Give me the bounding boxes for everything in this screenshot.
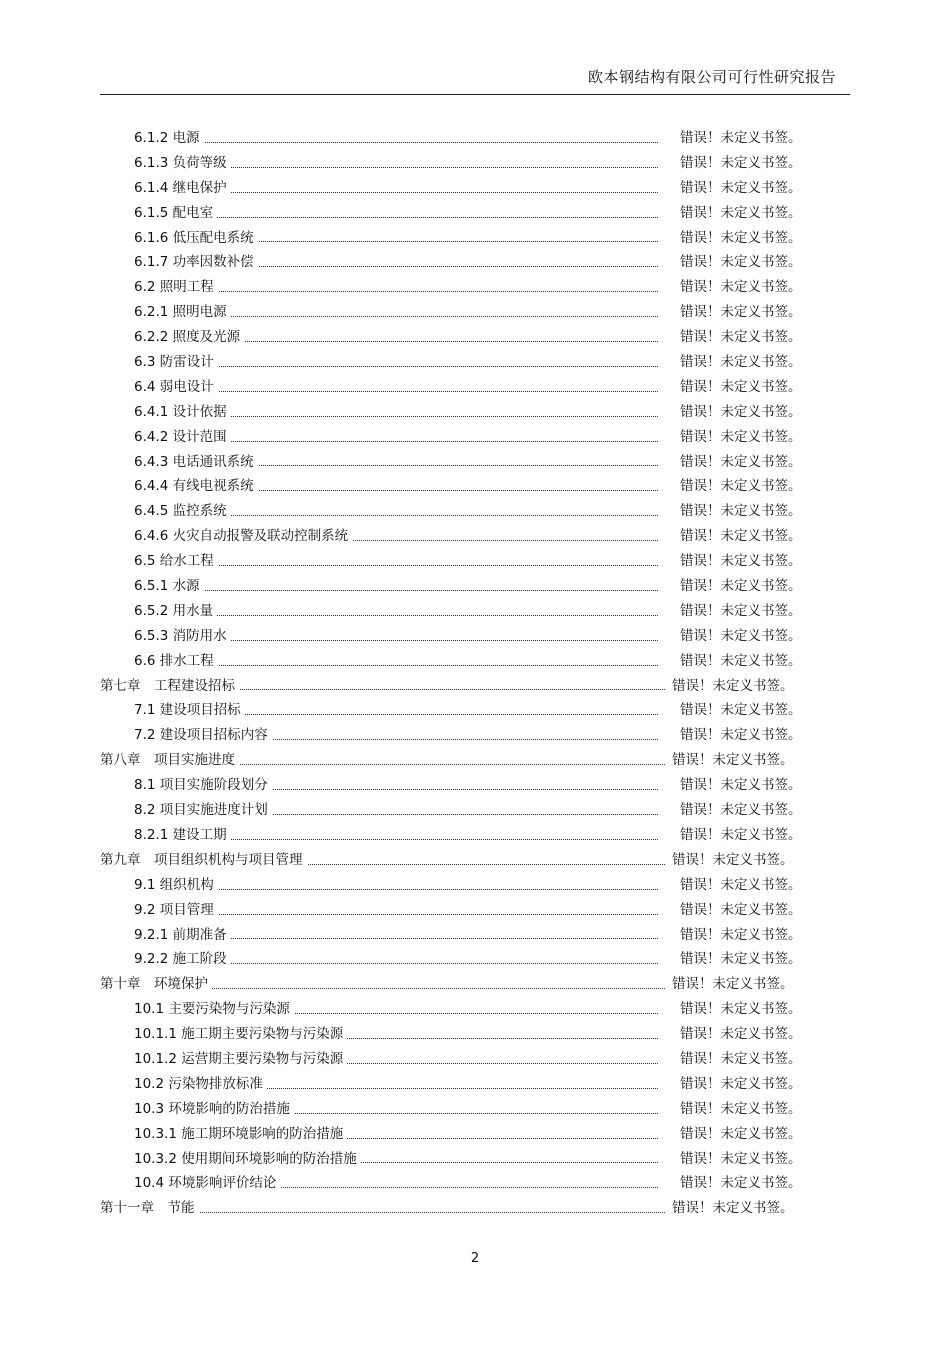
toc-entry-page-ref: 错误！未定义书签。 — [680, 304, 802, 321]
toc-entry-page-ref: 错误！未定义书签。 — [680, 578, 802, 595]
toc-entry-page-ref: 错误！未定义书签。 — [672, 1200, 794, 1217]
toc-entry-page-ref: 错误！未定义书签。 — [680, 354, 802, 371]
toc-entry-page-ref: 错误！未定义书签。 — [680, 1001, 802, 1018]
page-number: 2 — [470, 1251, 480, 1266]
toc-section-entry[interactable] — [0, 126, 950, 151]
toc-entry-page-ref: 错误！未定义书签。 — [680, 1026, 802, 1043]
toc-entry-page-ref: 错误！未定义书签。 — [680, 403, 802, 420]
toc-entry-page-ref: 错误！未定义书签。 — [680, 428, 802, 445]
toc-section-entry[interactable] — [0, 1022, 950, 1047]
toc-entry-page-ref: 错误！未定义书签。 — [680, 727, 802, 744]
toc-entry-label: 10.3 环境影响的防治措施 — [134, 1097, 294, 1122]
toc-section-entry[interactable] — [0, 201, 950, 226]
toc-section-entry[interactable] — [0, 649, 950, 674]
toc-entry-label: 6.2.1 照明电源 — [134, 300, 231, 325]
toc-chapter-entry[interactable] — [0, 1196, 950, 1221]
toc-section-entry[interactable] — [0, 723, 950, 748]
report-title: 欧本钢结构有限公司可行性研究报告 — [587, 68, 836, 86]
toc-entry-page-ref: 错误！未定义书签。 — [680, 602, 802, 619]
toc-entry-page-ref: 错误！未定义书签。 — [680, 329, 802, 346]
toc-section-entry[interactable] — [0, 873, 950, 898]
toc-section-entry[interactable] — [0, 524, 950, 549]
toc-section-entry[interactable] — [0, 1097, 950, 1122]
toc-entry-label: 6.1.4 继电保护 — [134, 176, 231, 201]
toc-entry-page-ref: 错误！未定义书签。 — [680, 154, 802, 171]
toc-entry-page-ref: 错误！未定义书签。 — [680, 378, 802, 395]
toc-entry-label: 10.2 污染物排放标准 — [134, 1072, 267, 1097]
toc-section-entry[interactable] — [0, 474, 950, 499]
toc-entry-page-ref: 错误！未定义书签。 — [680, 901, 802, 918]
toc-entry-label: 6.2.2 照度及光源 — [134, 325, 244, 350]
toc-entry-label: 6.3 防雷设计 — [134, 350, 218, 375]
page-header — [100, 66, 850, 95]
toc-entry-page-ref: 错误！未定义书签。 — [672, 976, 794, 993]
toc-entry-label: 第十一章 节能 — [100, 1196, 199, 1221]
toc-entry-page-ref: 错误！未定义书签。 — [680, 652, 802, 669]
toc-entry-page-ref: 错误！未定义书签。 — [680, 528, 802, 545]
toc-entry-page-ref: 错误！未定义书签。 — [680, 229, 802, 246]
toc-entry-page-ref: 错误！未定义书签。 — [680, 1175, 802, 1192]
toc-entry-page-ref: 错误！未定义书签。 — [680, 702, 802, 719]
toc-entry-page-ref: 错误！未定义书签。 — [680, 951, 802, 968]
toc-section-entry[interactable] — [0, 425, 950, 450]
toc-entry-label: 第十章 环境保护 — [100, 972, 212, 997]
toc-section-entry[interactable] — [0, 1171, 950, 1196]
toc-entry-label: 6.4.1 设计依据 — [134, 400, 231, 425]
toc-entry-label: 9.2.2 施工阶段 — [134, 947, 231, 972]
toc-section-entry[interactable] — [0, 549, 950, 574]
toc-section-entry[interactable] — [0, 898, 950, 923]
toc-section-entry[interactable] — [0, 1147, 950, 1172]
toc-section-entry[interactable] — [0, 325, 950, 350]
toc-entry-page-ref: 错误！未定义书签。 — [672, 677, 794, 694]
toc-entry-label: 6.4.5 监控系统 — [134, 499, 231, 524]
toc-section-entry[interactable] — [0, 574, 950, 599]
toc-entry-page-ref: 错误！未定义书签。 — [680, 1100, 802, 1117]
toc-entry-page-ref: 错误！未定义书签。 — [680, 254, 802, 271]
toc-section-entry[interactable] — [0, 923, 950, 948]
toc-entry-page-ref: 错误！未定义书签。 — [680, 130, 802, 146]
toc-section-entry[interactable] — [0, 773, 950, 798]
toc-entry-label: 10.1 主要污染物与污染源 — [134, 997, 294, 1022]
toc-entry-label: 6.1.2 电源 — [134, 126, 204, 151]
toc-entry-page-ref: 错误！未定义书签。 — [680, 876, 802, 893]
toc-entry-page-ref: 错误！未定义书签。 — [680, 777, 802, 794]
toc-entry-label: 6.1.6 低压配电系统 — [134, 226, 258, 251]
toc-entry-label: 10.1.1 施工期主要污染物与污染源 — [134, 1022, 347, 1047]
toc-section-entry[interactable] — [0, 624, 950, 649]
toc-entry-label: 9.2.1 前期准备 — [134, 923, 231, 948]
toc-entry-label: 第七章 工程建设招标 — [100, 674, 239, 699]
toc-entry-page-ref: 错误！未定义书签。 — [680, 1050, 802, 1067]
toc-entry-label: 6.5.2 用水量 — [134, 599, 217, 624]
toc-chapter-entry[interactable] — [0, 848, 950, 873]
toc-entry-page-ref: 错误！未定义书签。 — [680, 926, 802, 943]
toc-entry-label: 10.3.2 使用期间环境影响的防治措施 — [134, 1147, 361, 1172]
toc-entry-label: 10.1.2 运营期主要污染物与污染源 — [134, 1047, 347, 1072]
toc-entry-page-ref: 错误！未定义书签。 — [680, 179, 802, 196]
toc-entry-page-ref: 错误！未定义书签。 — [680, 1075, 802, 1092]
toc-entry-label: 7.2 建设项目招标内容 — [134, 723, 272, 748]
toc-entry-label: 10.3.1 施工期环境影响的防治措施 — [134, 1122, 347, 1147]
toc-entry-label: 9.1 组织机构 — [134, 873, 218, 898]
toc-section-entry[interactable] — [0, 151, 950, 176]
toc-entry-label: 6.5.1 水源 — [134, 574, 204, 599]
toc-entry-page-ref: 错误！未定义书签。 — [680, 279, 802, 296]
dot-leader — [134, 574, 658, 599]
toc-entry-page-ref: 错误！未定义书签。 — [680, 478, 802, 495]
toc-entry-label: 6.6 排水工程 — [134, 649, 218, 674]
toc-section-entry[interactable] — [0, 823, 950, 848]
toc-section-entry[interactable] — [0, 698, 950, 723]
toc-section-entry[interactable] — [0, 275, 950, 300]
toc-entry-label: 6.4.6 火灾自动报警及联动控制系统 — [134, 524, 352, 549]
toc-entry-page-ref: 错误！未定义书签。 — [680, 802, 802, 819]
dot-leader — [134, 126, 658, 151]
toc-section-entry[interactable] — [0, 499, 950, 524]
toc-entry-label: 7.1 建设项目招标 — [134, 698, 245, 723]
toc-entry-page-ref: 错误！未定义书签。 — [680, 826, 802, 843]
toc-entry-label: 6.5.3 消防用水 — [134, 624, 231, 649]
toc-section-entry[interactable] — [0, 375, 950, 400]
toc-section-entry[interactable] — [0, 226, 950, 251]
toc-section-entry[interactable] — [0, 1122, 950, 1147]
toc-entry-label: 6.4.2 设计范围 — [134, 425, 231, 450]
toc-section-entry[interactable] — [0, 997, 950, 1022]
toc-entry-label: 6.1.5 配电室 — [134, 201, 217, 226]
toc-entry-label: 10.4 环境影响评价结论 — [134, 1171, 280, 1196]
toc-entry-label: 6.5 给水工程 — [134, 549, 218, 574]
toc-entry-page-ref: 错误！未定义书签。 — [680, 1125, 802, 1142]
toc-section-entry[interactable] — [0, 176, 950, 201]
toc-entry-page-ref: 错误！未定义书签。 — [680, 553, 802, 570]
toc-entry-label: 6.4.4 有线电视系统 — [134, 474, 258, 499]
toc-chapter-entry[interactable] — [0, 972, 950, 997]
toc-entry-page-ref: 错误！未定义书签。 — [680, 1150, 802, 1167]
toc-section-entry[interactable] — [0, 350, 950, 375]
toc-entry-label: 9.2 项目管理 — [134, 898, 218, 923]
toc-section-entry[interactable] — [0, 599, 950, 624]
toc-entry-label: 6.4.3 电话通讯系统 — [134, 450, 258, 475]
toc-entry-page-ref: 错误！未定义书签。 — [680, 627, 802, 644]
toc-section-entry[interactable] — [0, 1047, 950, 1072]
toc-section-entry[interactable] — [0, 250, 950, 275]
table-of-contents — [0, 126, 950, 1221]
toc-entry-label: 6.4 弱电设计 — [134, 375, 218, 400]
toc-entry-label: 第八章 项目实施进度 — [100, 748, 239, 773]
toc-section-entry[interactable] — [0, 947, 950, 972]
toc-entry-label: 8.2 项目实施进度计划 — [134, 798, 272, 823]
toc-chapter-entry[interactable] — [0, 748, 950, 773]
toc-entry-page-ref: 错误！未定义书签。 — [680, 204, 802, 221]
toc-entry-label: 8.1 项目实施阶段划分 — [134, 773, 272, 798]
toc-entry-label: 第九章 项目组织机构与项目管理 — [100, 848, 307, 873]
toc-entry-label: 6.1.7 功率因数补偿 — [134, 250, 258, 275]
toc-section-entry[interactable] — [0, 300, 950, 325]
toc-entry-page-ref: 错误！未定义书签。 — [672, 752, 794, 769]
toc-entry-page-ref: 错误！未定义书签。 — [672, 851, 794, 868]
toc-entry-page-ref: 错误！未定义书签。 — [680, 453, 802, 470]
toc-entry-label: 6.1.3 负荷等级 — [134, 151, 231, 176]
toc-section-entry[interactable] — [0, 798, 950, 823]
toc-entry-label: 6.2 照明工程 — [134, 275, 218, 300]
toc-entry-label: 8.2.1 建设工期 — [134, 823, 231, 848]
toc-entry-page-ref: 错误！未定义书签。 — [680, 503, 802, 520]
toc-section-entry[interactable] — [0, 450, 950, 475]
toc-section-entry[interactable] — [0, 400, 950, 425]
toc-chapter-entry[interactable] — [0, 674, 950, 699]
toc-section-entry[interactable] — [0, 1072, 950, 1097]
